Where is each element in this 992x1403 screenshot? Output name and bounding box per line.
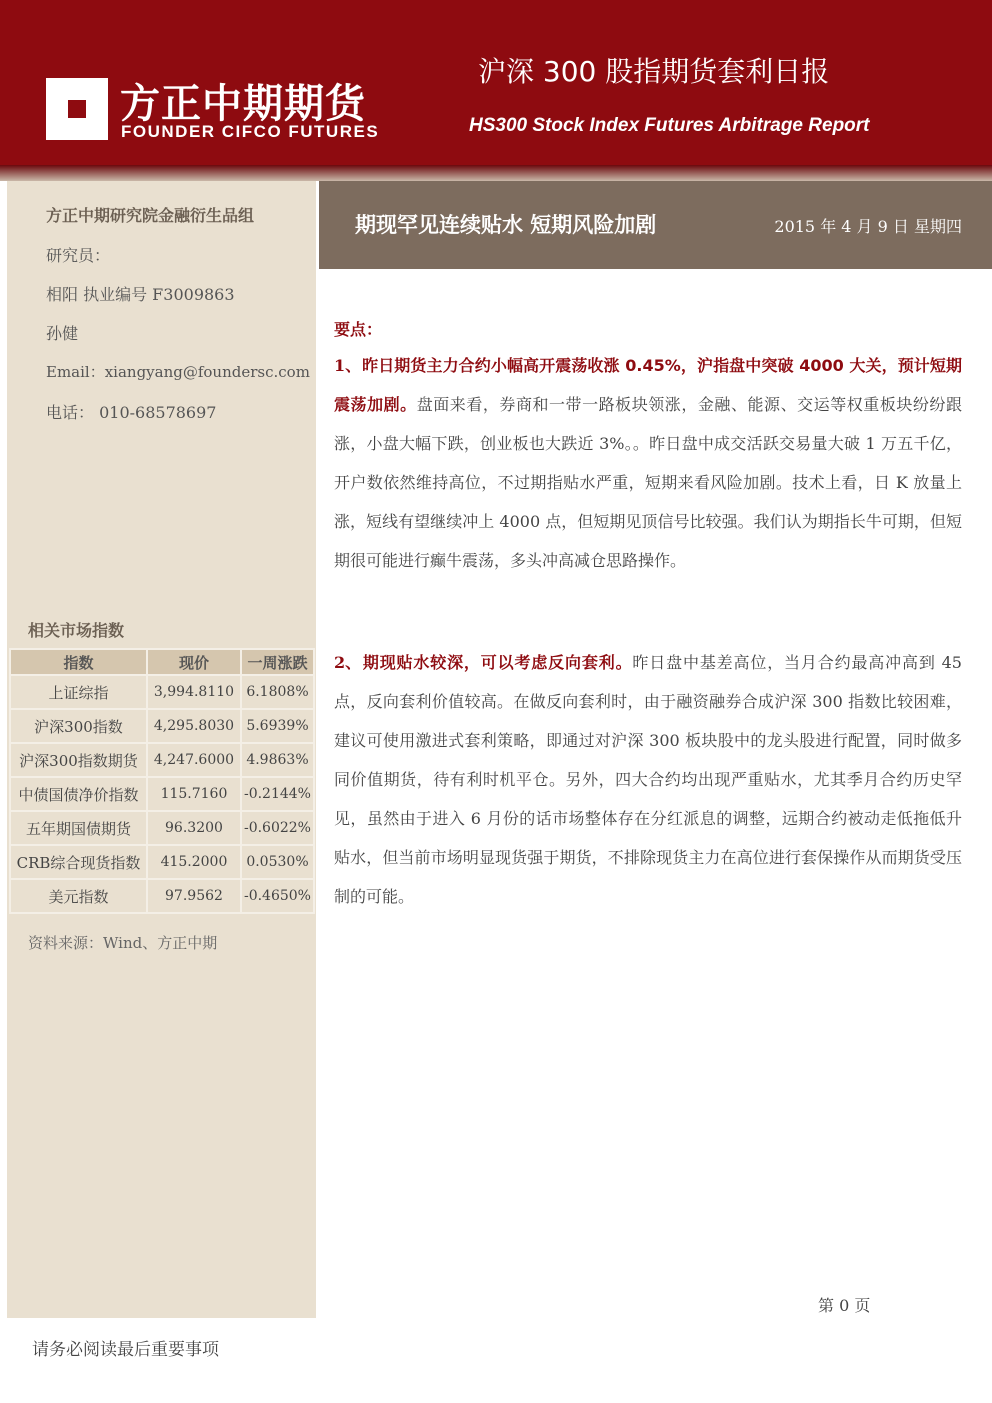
table-row	[10, 879, 314, 913]
table-row	[10, 811, 314, 845]
header-divider	[0, 165, 992, 181]
keypoint-2	[334, 643, 962, 916]
table-row	[10, 709, 314, 743]
table-row	[10, 845, 314, 879]
index-change: -0.4650%	[241, 879, 314, 913]
index-change: 6.1808%	[241, 675, 314, 709]
index-name: 五年期国债期货	[10, 811, 147, 845]
index-name: 沪深300指数	[10, 709, 147, 743]
report-date: 2015 年 4 月 9 日 星期四	[774, 217, 962, 236]
research-org: 方正中期研究院金融衍生品组	[46, 206, 255, 225]
index-price: 3,994.8110	[147, 675, 241, 709]
keypoint-1-text: 盘面来看，券商和一带一路板块领涨，金融、能源、交运等权重板块纷纷跟涨，小盘大幅下跌，创业板也大跌近 3%。。昨日盘中成交活跃交易量大破 1 万五千亿，开户数依然维持高位，不过期指贴水严重，短期来看风险加剧。技术上看，日 K 放量上涨，短线有望继续冲上 4000 点，但短期见顶信号比较强。我们认为期指长牛可期，但短期很可能进行癫牛震荡，多头冲高减仓思路操作。	[334, 395, 962, 570]
report-title-cn: 沪深 300 股指期货套利日报	[478, 55, 830, 88]
col-header-price: 现价	[147, 649, 241, 675]
index-name: CRB综合现货指数	[10, 845, 147, 879]
index-name: 上证综指	[10, 675, 147, 709]
keypoint-1-number: 1、	[334, 356, 362, 375]
keypoint-2-number: 2、	[334, 653, 362, 672]
headline: 期现罕见连续贴水 短期风险加剧	[355, 213, 657, 237]
keypoint-1	[334, 346, 962, 580]
table-row	[10, 743, 314, 777]
index-price: 115.7160	[147, 777, 241, 811]
index-price: 97.9562	[147, 879, 241, 913]
report-title-en: HS300 Stock Index Futures Arbitrage Report	[469, 115, 870, 136]
index-name: 中债国债净价指数	[10, 777, 147, 811]
table-row	[10, 777, 314, 811]
index-name: 沪深300指数期货	[10, 743, 147, 777]
brand-name-cn: 方正中期期货	[120, 81, 366, 127]
index-change: 0.0530%	[241, 845, 314, 879]
index-change: 5.6939%	[241, 709, 314, 743]
index-price: 4,295.8030	[147, 709, 241, 743]
report-header	[0, 0, 992, 165]
col-header-weekly-change: 一周涨跌	[241, 649, 314, 675]
keypoints-label: 要点：	[334, 320, 383, 339]
keypoint-2-highlight: 期现贴水较深，可以考虑反向套利。	[362, 653, 633, 672]
keypoint-2-text: 昨日盘中基差高位，当月合约最高冲高到 45 点，反向套利价值较高。在做反向套利时，由于融资融券合成沪深 300 指数比较困难，建议可使用激进式套利策略，即通过对沪深 300 板块股中的龙头股进行配置，同时做多同价值期货，待有利时机平仓。另外，四大合约均出现严重贴水，尤其季月合约历史罕见，虽然由于进入 6 月份的话市场整体存在分红派息的调整，远期合约被动走低拖低升贴水，但当前市场明显现货强于期货，不排除现货主力在高位进行套保操作从而期货受压制的可能。	[334, 653, 962, 906]
index-name: 美元指数	[10, 879, 147, 913]
contact-email[interactable]: Email：xiangyang@foundersc.com	[46, 363, 310, 381]
col-header-index: 指数	[10, 649, 147, 675]
index-price: 415.2000	[147, 845, 241, 879]
index-price: 96.3200	[147, 811, 241, 845]
table-row	[10, 675, 314, 709]
contact-phone: 电话： 010-68578697	[46, 403, 217, 422]
table-header-row	[10, 649, 314, 675]
index-price: 4,247.6000	[147, 743, 241, 777]
sidebar	[7, 181, 316, 1318]
footer-notice: 请务必阅读最后重要事项	[32, 1340, 219, 1360]
market-index-title: 相关市场指数	[28, 621, 125, 640]
market-index-table	[9, 648, 315, 914]
index-change: -0.2144%	[241, 777, 314, 811]
founder-logo-icon	[46, 78, 108, 140]
keypoint-1-highlight: 昨日期货主力合约小幅高开震荡收涨 0.45%，沪指盘中突破 4000 大关，预计短期震荡加剧。	[334, 356, 962, 414]
index-change: 4.9863%	[241, 743, 314, 777]
data-source: 资料来源：Wind、方正中期	[28, 934, 218, 952]
researcher-2: 孙健	[46, 324, 79, 343]
researcher-1: 相阳 执业编号 F3009863	[46, 285, 235, 304]
headline-banner	[319, 181, 992, 269]
brand-name-en: FOUNDER CIFCO FUTURES	[121, 122, 380, 141]
index-change: -0.6022%	[241, 811, 314, 845]
researcher-label: 研究员：	[46, 246, 111, 265]
page-number: 第 0 页	[818, 1296, 871, 1315]
